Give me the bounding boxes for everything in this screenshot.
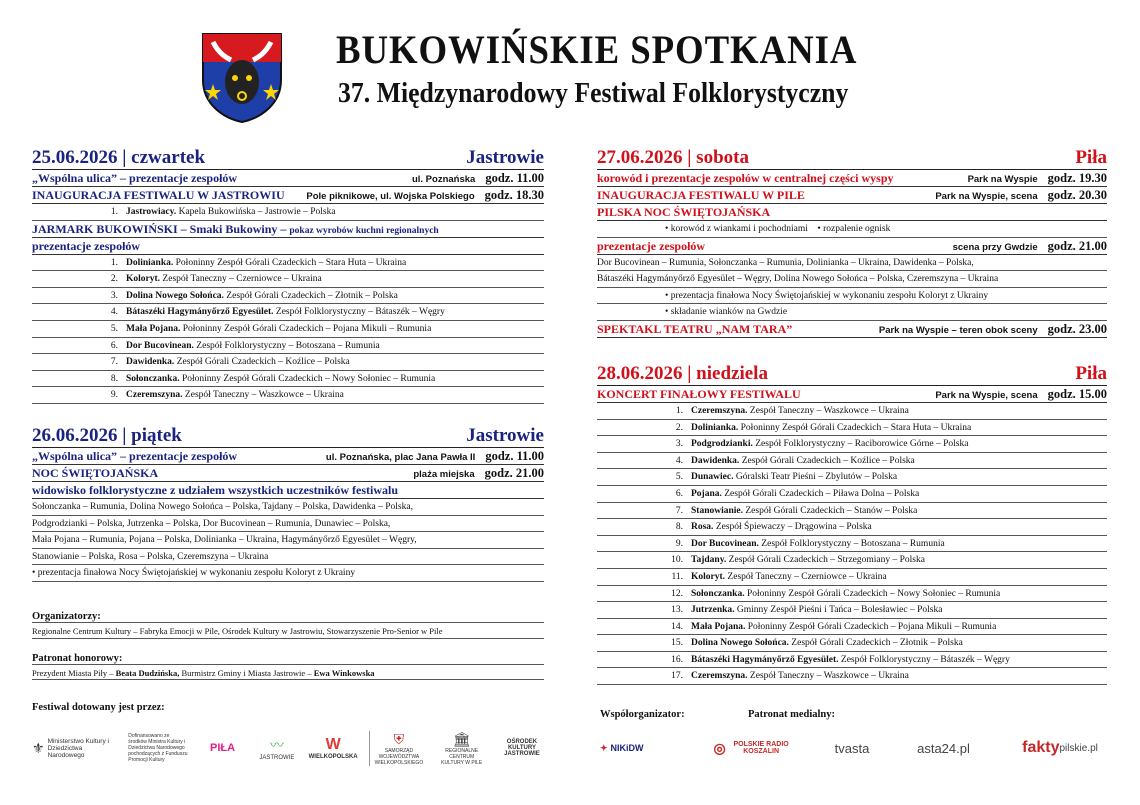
performer-name: Koloryt. [126, 274, 161, 285]
performer-name: Dor Bucovinean. [126, 340, 194, 351]
performer-name: Jastrowiacy. [126, 207, 177, 217]
performer-line [597, 652, 1107, 669]
performer-desc: Kapela Bukowińska – Jastrowie – Polska [176, 207, 336, 217]
performer-desc: Zespół Folklorystyczny – Raciborowice Górne – Polska [752, 439, 969, 450]
performer-line: Stanowianie – Polska, Rosa – Polska, Czeremszyna – Ukraina [32, 549, 544, 566]
performer-line [597, 453, 1107, 470]
funded-label: Festiwal dotowany jest przez: [32, 702, 165, 714]
event-label [32, 221, 439, 238]
event-label: KONCERT FINAŁOWY FESTIWALU [597, 386, 801, 401]
performer-line [597, 469, 1107, 486]
tvasta-logo: tvasta [834, 740, 870, 756]
item-number: 9. [110, 390, 118, 401]
event-location: ul. Poznańska [411, 174, 476, 185]
event-label: prezentacje zespołów [597, 238, 706, 253]
bullet-text: prezentacja finałowa Nocy Świętojańskiej w wykonaniu zespołu Koloryt z Ukrainy [670, 290, 989, 301]
item-number: 1. [110, 207, 118, 217]
event-location: Park na Wyspie [967, 174, 1038, 185]
day-date: 28.06.2026 | niedziela [597, 362, 768, 384]
event-label: prezentacje zespołów [32, 238, 141, 253]
performer-desc: Góralski Teatr Pieśni – Zbylutów – Polska [733, 472, 898, 483]
item-number: 1. [675, 405, 683, 416]
performer-name: Bátaszéki Hagymányőrző Egyesület. [126, 307, 274, 318]
event-row [32, 170, 544, 187]
coorganizer-label: Współorganizator: [600, 709, 685, 720]
performer-desc: Zespół Górali Czadeckich – Złotnik – Polska [788, 638, 963, 649]
performer-desc: Połoninny Zespół Górali Czadeckich – Nowy Sołoniec – Rumunia [179, 373, 436, 384]
event-note: pokaz wyrobów kuchni regionalnych [289, 225, 439, 236]
performer-desc: Zespół Taneczny – Czerniowce – Ukraina [160, 274, 322, 285]
item-number: 4. [110, 307, 118, 318]
performer-desc: Połoninny Zespół Górali Czadeckich – Pojana Mikuli – Rumunia [745, 621, 997, 632]
performer-desc: Zespół Taneczny – Waszkowce – Ukraina [747, 671, 909, 682]
performer-desc: Zespół Górali Czadeckich – Piława Dolna – Polska [721, 488, 920, 499]
performer-name: Bátaszéki Hagymányőrző Egyesület. [691, 654, 839, 665]
item-number: 3. [110, 290, 118, 301]
performer-line [597, 552, 1107, 569]
item-number: 12. [671, 588, 683, 599]
performer-line [597, 602, 1107, 619]
item-number: 3. [675, 439, 683, 450]
performer-line [32, 371, 544, 388]
day-date: 27.06.2026 | sobota [597, 147, 749, 168]
event-location: Pole piknikowe, ul. Wojska Polskiego [306, 191, 475, 202]
media-logos [600, 728, 1110, 768]
performer-name: Dolina Nowego Sołońca. [691, 638, 789, 649]
performer-name: Jutrzenka. [691, 605, 735, 616]
event-label: „Wspólna ulica” – prezentacje zespołów [32, 448, 238, 463]
performer-name: Stanowianie. [691, 505, 743, 516]
event-time: godz. 23.00 [1047, 321, 1107, 336]
event-row [32, 465, 544, 482]
rck-logo: 🏛 REGIONALNE CENTRUM KULTURY W PILE [441, 730, 483, 766]
bullet-line: • składanie wianków na Gwdzie [597, 304, 1107, 321]
performer-name: Dawidenka. [691, 455, 740, 466]
day-header [597, 364, 1107, 386]
performer-name: Czeremszyna. [691, 671, 748, 682]
day-header [32, 426, 544, 448]
event-row [597, 321, 1107, 338]
item-number: 7. [110, 357, 118, 368]
event-time: godz. 20.30 [1047, 188, 1107, 202]
event-row [597, 187, 1107, 204]
item-number: 10. [671, 555, 683, 566]
performer-name: Dolinianka. [691, 422, 739, 433]
event-label: PILSKA NOC ŚWIĘTOJAŃSKA [597, 205, 771, 219]
performer-name: Tajdany. [691, 555, 727, 566]
performer-name: Sołonczanka. [691, 588, 745, 599]
performer-desc: Zespół Górali Czadeckich – Koźlice – Polska [739, 455, 915, 466]
performer-line [597, 436, 1107, 453]
event-label: INAUGURACJA FESTIWALU W PILE [597, 188, 805, 202]
performer-line [597, 668, 1107, 685]
performer-desc: Zespół Folklorystyczny – Botoszana – Rumunia [193, 340, 380, 351]
item-number: 2. [110, 274, 118, 285]
performer-name: Dor Bucovinean. [691, 538, 759, 549]
event-label: NOC ŚWIĘTOJAŃSKA [32, 465, 159, 480]
wielkopolska-logo: W WIELKOPOLSKA [308, 736, 358, 760]
logo-text: NIKiDW [610, 743, 644, 753]
performer-name: Mała Pojana. [126, 323, 181, 334]
event-row [32, 187, 544, 204]
performer-line [32, 354, 544, 371]
patron-text: Burmistrz Gminy i Miasta Jastrowie – [179, 667, 314, 678]
item-number: 11. [671, 571, 683, 582]
item-number: 4. [675, 455, 683, 466]
event-location: ul. Poznańska, plac Jana Pawła II [325, 451, 476, 463]
event-label: SPEKTAKL TEATRU „NAM TARA” [597, 321, 793, 336]
event-label: korowód i prezentacje zespołów w centralnej części wyspy [597, 171, 894, 185]
event-row [32, 448, 544, 465]
item-number: 2. [675, 422, 683, 433]
performer-desc: Połoninny Zespół Górali Czadeckich – Pojana Mikuli – Rumunia [180, 323, 432, 334]
performer-line [597, 519, 1107, 536]
day-header [597, 148, 1107, 170]
performer-name: Dolina Nowego Sołońca. [126, 290, 224, 301]
item-number: 8. [110, 373, 118, 384]
performer-desc: Zespół Górali Czadeckich – Złotnik – Polska [223, 290, 398, 301]
event-row [597, 238, 1107, 255]
performer-name: Pojana. [691, 488, 722, 499]
bullet-line: • prezentacja finałowa Nocy Świętojańskiej w wykonaniu zespołu Koloryt z Ukrainy [32, 565, 544, 582]
item-number: 16. [671, 654, 683, 665]
performer-name: Czeremszyna. [691, 405, 748, 416]
organizers-section [32, 611, 544, 713]
day-place: Jastrowie [466, 147, 544, 168]
performer-line: Podgrodzianki – Polska, Jutrzenka – Polska, Dor Bucovinean – Rumunia, Dunawiec – Polska, [32, 516, 544, 533]
event-row [597, 386, 1107, 403]
item-number: 17. [671, 671, 683, 682]
performer-line [597, 536, 1107, 553]
item-number: 14. [671, 621, 683, 632]
day-1-section [32, 148, 544, 582]
event-location: Park na Wyspie, scena [935, 191, 1038, 202]
performer-desc: Zespół Folklorystyczny – Bátaszék – Węgry [838, 654, 1010, 665]
pila-logo [205, 742, 241, 754]
ministry-funding-logo: Dofinansowano ze środków Ministra Kultury i Dziedzictwa Narodowego pochodzących z Funduszu Promocji Kultury [128, 733, 188, 763]
item-number: 5. [675, 472, 683, 483]
performer-desc: Zespół Śpiewaczy – Drągowina – Polska [713, 522, 872, 533]
organizers-text: Regionalne Centrum Kultury – Fabryka Emocji w Pile, Ośrodek Kultury w Jastrowiu, Stowarzyszenie Pro-Senior w Pile [32, 622, 544, 639]
item-number: 9. [675, 538, 683, 549]
item-number: 8. [675, 522, 683, 533]
nikidw-logo: ✦ NIKiDW [600, 742, 644, 753]
sponsor-logos [32, 728, 544, 768]
item-number: 6. [675, 488, 683, 499]
page-title: BUKOWIŃSKIE SPOTKANIA [336, 27, 858, 72]
day-place: Piła [1075, 147, 1107, 168]
logo-text: OŚRODEK KULTURY JASTROWIE [504, 739, 540, 757]
ok-jastrowie-logo [500, 739, 544, 757]
patron-name: Beata Dudzińska, [115, 667, 180, 678]
fakty-pilskie-logo [1010, 739, 1110, 757]
logo-text: PIŁA [210, 742, 236, 754]
jastrowie-logo: 〰 JASTROWIE [259, 737, 295, 761]
performer-desc: Połoninny Zespół Górali Czadeckich – Stara Huta – Ukraina [738, 422, 972, 433]
event-time: godz. 15.00 [1047, 386, 1107, 401]
performer-line [597, 635, 1107, 652]
performer-line [32, 338, 544, 355]
performer-line: Sołonczanka – Rumunia, Dolina Nowego Sołońca – Polska, Tajdany – Polska, Dawidenka – Polska, [32, 499, 544, 516]
event-label-text: JARMARK BUKOWIŃSKI – Smaki Bukowiny – [32, 221, 287, 236]
item-number: 5. [110, 323, 118, 334]
performer-line: Mała Pojana – Rumunia, Pojana – Polska, Dolinianka – Ukraina, Hagymányőrző Egyesület – Węgry, [32, 532, 544, 549]
day-place: Jastrowie [466, 424, 544, 446]
event-time: godz. 11.00 [485, 448, 544, 463]
performer-desc: Połoninny Zespół Górali Czadeckich – Stara Huta – Ukraina [173, 257, 407, 268]
event-label: INAUGURACJA FESTIWALU W JASTROWIU [32, 188, 285, 202]
performer-line [597, 569, 1107, 586]
performer-desc: Zespół Górali Czadeckich – Strzegomiany – Polska [726, 555, 925, 566]
performer-line [32, 204, 544, 221]
performer-line: Bátaszéki Hagymányőrző Egyesület – Węgry, Dolina Nowego Sołońca – Polska, Czeremszyna – Ukraina [597, 271, 1107, 288]
organizers-label: Organizatorzy: [32, 611, 101, 622]
performer-line [32, 255, 544, 272]
logo-text: Ministerstwo Kultury i Dziedzictwa Narodowego [47, 737, 109, 759]
item-number: 13. [671, 605, 683, 616]
logo-text: WIELKOPOLSKA [308, 754, 358, 760]
performer-name: Dunawiec. [691, 472, 734, 483]
performer-line [597, 403, 1107, 420]
performer-name: Podgrodzianki. [691, 439, 753, 450]
day-date: 25.06.2026 | czwartek [32, 147, 206, 168]
performer-line: Dor Bucovinean – Rumunia, Sołonczanka – Rumunia, Dolinianka – Ukraina, Dawidenka – Polska, [597, 255, 1107, 272]
performer-desc: Zespół Taneczny – Czerniowce – Ukraina [725, 571, 887, 582]
event-time: godz. 18.30 [484, 188, 544, 202]
performer-desc: Zespół Folklorystyczny – Bátaszék – Węgry [273, 307, 445, 318]
event-label: „Wspólna ulica” – prezentacje zespołów [32, 171, 238, 185]
bullet-text: rozpalenie ognisk [823, 224, 891, 234]
item-number: 6. [110, 340, 118, 351]
performer-line [597, 619, 1107, 636]
performer-name: Dolinianka. [126, 257, 174, 268]
item-number: 15. [671, 638, 683, 649]
event-row [597, 204, 1107, 221]
event-time: godz. 21.00 [484, 465, 544, 480]
event-row [32, 238, 544, 255]
logo-text: POLSKIE RADIO KOSZALIN [733, 741, 789, 755]
patronage-text [32, 664, 544, 681]
coat-of-arms-logo [201, 32, 283, 124]
event-label: widowisko folklorystyczne z udziałem wszystkich uczestników festiwalu [32, 482, 398, 497]
bullet-text: prezentacja finałowa Nocy Świętojańskiej w wykonaniu zespołu Koloryt z Ukrainy [37, 568, 356, 579]
page-subtitle: 37. Międzynarodowy Festiwal Folklorystyczny [338, 78, 849, 109]
performer-line [32, 387, 544, 404]
performer-line [597, 420, 1107, 437]
performer-name: Rosa. [691, 522, 714, 533]
event-row [32, 482, 544, 499]
performer-desc: Zespół Górali Czadeckich – Stanów – Polska [743, 505, 918, 516]
patronage-label: Patronat honorowy: [32, 652, 123, 664]
performer-line [32, 288, 544, 305]
bullet-line: • prezentacja finałowa Nocy Świętojańskiej w wykonaniu zespołu Koloryt z Ukrainy [597, 288, 1107, 305]
event-row [597, 170, 1107, 187]
performer-desc: Gminny Zespół Pieśni i Tańca – Bolesławiec – Polska [734, 605, 943, 616]
performer-desc: Zespół Górali Czadeckich – Koźlice – Polska [174, 357, 350, 368]
performer-line [597, 486, 1107, 503]
performer-name: Koloryt. [691, 571, 726, 582]
logo-text: SAMORZĄD WOJEWÓDZTWA WIELKOPOLSKIEGO [374, 747, 424, 766]
performer-desc: Połoninny Zespół Górali Czadeckich – Nowy Sołoniec – Rumunia [744, 588, 1001, 599]
event-location: scena przy Gwdzie [952, 241, 1038, 253]
samorzad-logo: ⛨ SAMORZĄD WOJEWÓDZTWA WIELKOPOLSKIEGO [369, 731, 423, 766]
performer-name: Czeremszyna. [126, 390, 183, 401]
bullet-line: • korowód z wiankami i pochodniami • rozpalenie ognisk [597, 221, 1107, 238]
day-3-section [597, 148, 1107, 685]
event-time: godz. 11.00 [485, 171, 544, 185]
item-number: 7. [675, 505, 683, 516]
event-time: godz. 21.00 [1047, 238, 1107, 253]
day-date: 26.06.2026 | piątek [32, 424, 182, 446]
performer-line [597, 503, 1107, 520]
performer-name: Mała Pojana. [691, 621, 746, 632]
asta24-logo: asta24.pl [917, 740, 970, 756]
logo-text: fakty [1022, 739, 1060, 756]
performer-line [597, 586, 1107, 603]
bullet-text: składanie wianków na Gwdzie [670, 307, 788, 318]
logo-text: pilskie.pl [1059, 742, 1098, 754]
logo-text: JASTROWIE [259, 755, 295, 761]
item-number: 1. [110, 257, 118, 268]
event-time: godz. 19.30 [1047, 171, 1107, 185]
performer-line [32, 271, 544, 288]
performer-name: Sołonczanka. [126, 373, 180, 384]
logo-text: REGIONALNE CENTRUM KULTURY W PILE [441, 747, 483, 766]
event-row [32, 221, 544, 238]
performer-name: Dawidenka. [126, 357, 175, 368]
event-location: Park na Wyspie – teren obok sceny [878, 324, 1038, 336]
performer-line [32, 304, 544, 321]
bullet-text: korowód z wiankami i pochodniami [670, 224, 808, 234]
patron-name: Ewa Winkowska [313, 667, 375, 678]
performer-desc: Zespół Taneczny – Waszkowce – Ukraina [182, 390, 344, 401]
event-location: Park na Wyspie, scena [935, 389, 1038, 401]
patron-text: Prezydent Miasta Piły – [32, 667, 116, 678]
day-header [32, 148, 544, 170]
media-patronage-label: Patronat medialny: [748, 709, 836, 720]
ministry-logo: ⚜ Ministerstwo Kultury i Dziedzictwa Narodowego [32, 738, 112, 759]
performer-desc: Zespół Folklorystyczny – Botoszana – Rumunia [758, 538, 945, 549]
event-location: plaża miejska [413, 468, 475, 480]
performer-desc: Zespół Taneczny – Waszkowce – Ukraina [747, 405, 909, 416]
performer-line [32, 321, 544, 338]
radio-koszalin-logo: ◎ POLSKIE RADIO KOSZALIN [714, 740, 794, 757]
day-place: Piła [1075, 362, 1107, 384]
